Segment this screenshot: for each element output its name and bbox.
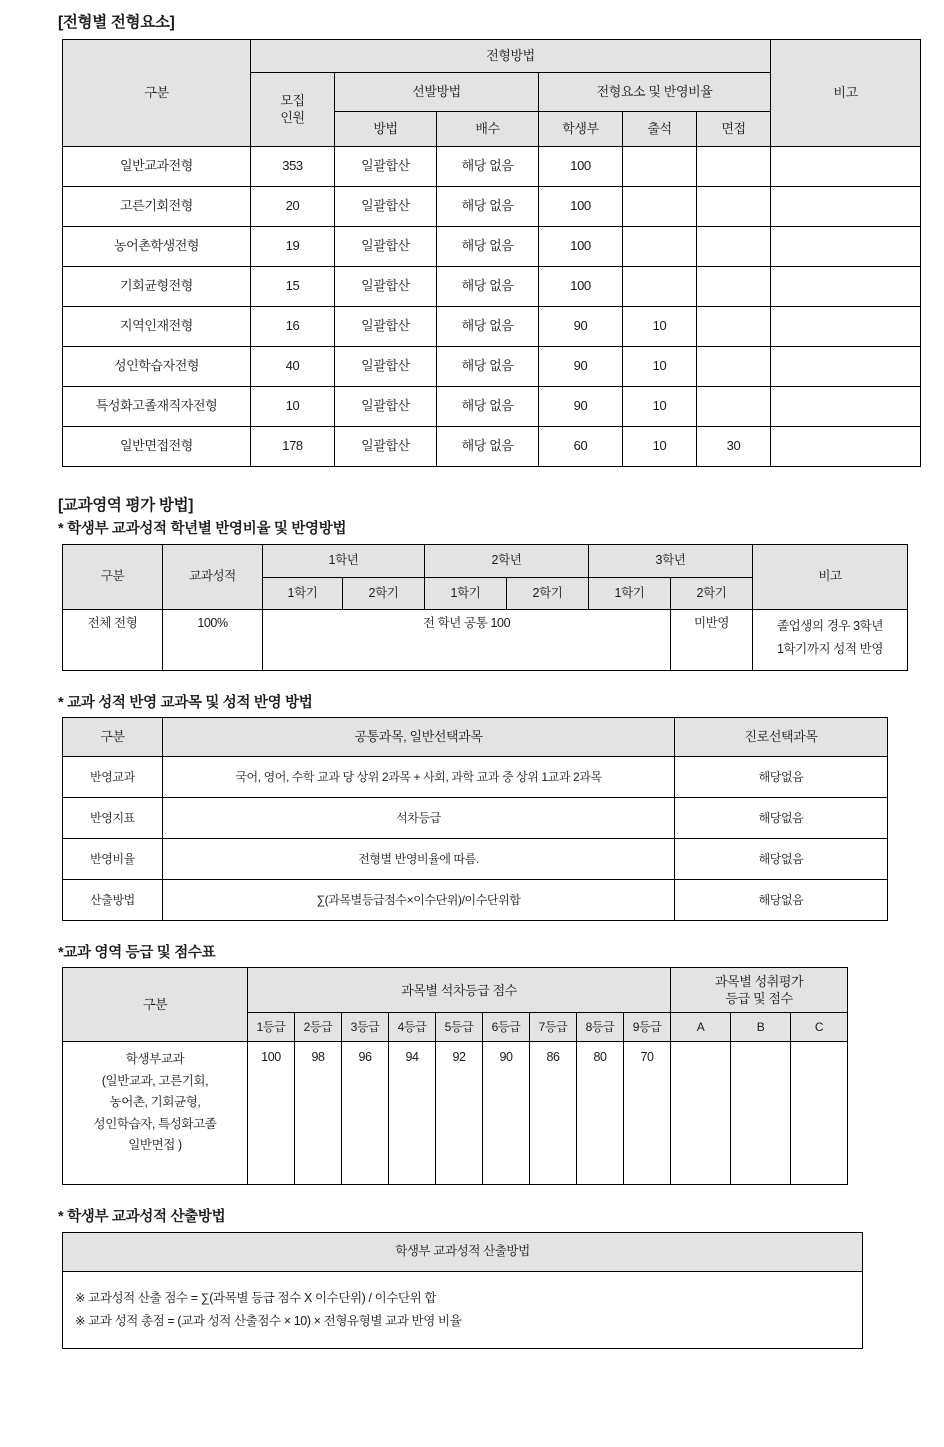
td1-school: 90 <box>539 306 623 346</box>
td1-name: 농어촌학생전형 <box>63 226 251 266</box>
td1-quota: 15 <box>251 266 335 306</box>
td1-interview <box>697 266 771 306</box>
td1-multiple: 해당 없음 <box>437 346 539 386</box>
td1-attend: 10 <box>623 306 697 346</box>
th2-gubun: 구분 <box>63 544 163 609</box>
td2-name: 전체 전형 <box>63 609 163 670</box>
th2-remarks: 비고 <box>753 544 908 609</box>
subsection-title-grade-score-table: *교과 영역 등급 및 점수표 <box>58 944 216 961</box>
table-row <box>63 346 921 386</box>
td1-remark <box>771 386 921 426</box>
th2-sem2-2: 2학기 <box>507 577 589 609</box>
td1-school: 100 <box>539 226 623 266</box>
td1-name: 성인학습자전형 <box>63 346 251 386</box>
td4-label-line: 성인학습자, 특성화고졸 <box>93 1116 217 1131</box>
td1-attend: 10 <box>623 346 697 386</box>
td1-interview <box>697 346 771 386</box>
table-row <box>63 386 921 426</box>
td1-interview: 30 <box>697 426 771 466</box>
td3-career: 해당없음 <box>675 797 888 838</box>
th-gubun: 구분 <box>63 39 251 146</box>
th3-common-subject: 공통과목, 일반선택과목 <box>163 717 675 756</box>
td1-interview <box>697 146 771 186</box>
section-title-subject-evaluation: [교과영역 평가 방법] <box>58 496 194 514</box>
td1-method: 일괄합산 <box>335 306 437 346</box>
td1-attend: 10 <box>623 386 697 426</box>
th4-grade-1: 1등급 <box>248 1013 295 1042</box>
td1-method: 일괄합산 <box>335 266 437 306</box>
th4-grade-3: 3등급 <box>342 1013 389 1042</box>
td1-remark <box>771 186 921 226</box>
td4-achieve-score-1 <box>671 1042 731 1185</box>
td4-score-2: 98 <box>295 1042 342 1185</box>
table-row <box>63 797 888 838</box>
section-title-admission-elements: [전형별 전형요소] <box>58 14 175 31</box>
table-row <box>63 186 921 226</box>
td4-achieve-score-3 <box>791 1042 848 1185</box>
td3-common: 석차등급 <box>163 797 675 838</box>
subsection-title-subject-reflection: * 교과 성적 반영 교과목 및 성적 반영 방법 <box>58 694 313 711</box>
td4-label <box>63 1042 248 1185</box>
td1-multiple: 해당 없음 <box>437 186 539 226</box>
table-row <box>63 426 921 466</box>
th4-grade-7: 7등급 <box>530 1013 577 1042</box>
th4-gubun: 구분 <box>63 968 248 1042</box>
td4-label-line: 학생부교과 <box>125 1052 185 1067</box>
td1-method: 일괄합산 <box>335 226 437 266</box>
td1-school: 100 <box>539 186 623 226</box>
td1-name: 일반면접전형 <box>63 426 251 466</box>
td1-interview <box>697 306 771 346</box>
td4-label-line: (일반교과, 고른기회, <box>101 1073 209 1088</box>
th-method-group: 전형방법 <box>251 39 771 72</box>
td4-score-7: 86 <box>530 1042 577 1185</box>
td3-label: 반영지표 <box>63 797 163 838</box>
th2-grade3: 3학년 <box>589 544 753 577</box>
td1-method: 일괄합산 <box>335 346 437 386</box>
td3-common: 전형별 반영비율에 따름. <box>163 838 675 879</box>
table-row <box>63 838 888 879</box>
td1-quota: 40 <box>251 346 335 386</box>
table2-header <box>63 544 908 609</box>
th5-title: 학생부 교과성적 산출방법 <box>63 1232 863 1271</box>
td4-score-1: 100 <box>248 1042 295 1185</box>
th2-sem1-2: 2학기 <box>343 577 425 609</box>
th4-grade-4: 4등급 <box>389 1013 436 1042</box>
table2-row <box>63 609 908 670</box>
th2-grade2: 2학년 <box>425 544 589 577</box>
th4-grade-5: 5등급 <box>436 1013 483 1042</box>
td4-score-3: 96 <box>342 1042 389 1185</box>
td3-common: ∑(과목별등급점수×이수단위)/이수단위합 <box>163 879 675 920</box>
table3-header <box>63 717 888 756</box>
td1-multiple: 해당 없음 <box>437 306 539 346</box>
td2-note: 졸업생의 경우 3학년 1학기까지 성적 반영 <box>753 609 908 670</box>
td1-school: 100 <box>539 146 623 186</box>
td3-label: 산출방법 <box>63 879 163 920</box>
subsection-title-calculation-method: * 학생부 교과성적 산출방법 <box>58 1209 226 1226</box>
td3-label: 반영비율 <box>63 838 163 879</box>
td1-remark <box>771 146 921 186</box>
td1-multiple: 해당 없음 <box>437 146 539 186</box>
td1-method: 일괄합산 <box>335 186 437 226</box>
th4-grade-8: 8등급 <box>577 1013 624 1042</box>
table-row <box>63 266 921 306</box>
th-remarks: 비고 <box>771 39 921 146</box>
td1-remark <box>771 266 921 306</box>
th4-grade-6: 6등급 <box>483 1013 530 1042</box>
td1-name: 지역인재전형 <box>63 306 251 346</box>
th4-achieve-b: B <box>731 1013 791 1042</box>
td5-formula-line: ※ 교과 성적 총점 = (교과 성적 산출점수 × 10) × 전형유형별 교과 반영 비율 <box>75 1313 462 1328</box>
table-calculation-method <box>62 1232 863 1349</box>
th3-career-subject: 진로선택과목 <box>675 717 888 756</box>
td4-label-line: 일반면접 ) <box>128 1138 182 1153</box>
th-interview: 면접 <box>697 111 771 146</box>
table4-header <box>63 968 848 1042</box>
subsection-title-grade-ratio: * 학생부 교과성적 학년별 반영비율 및 반영방법 <box>58 521 347 538</box>
td1-interview <box>697 186 771 226</box>
td5-formula-line: ※ 교과성적 산출 점수 = ∑(과목별 등급 점수 X 이수단위) / 이수단위 합 <box>75 1290 437 1305</box>
td3-career: 해당없음 <box>675 756 888 797</box>
td1-multiple: 해당 없음 <box>437 266 539 306</box>
td1-name: 고른기회전형 <box>63 186 251 226</box>
td2-record: 100% <box>163 609 263 670</box>
table1-body <box>63 146 921 466</box>
td1-interview <box>697 386 771 426</box>
table5-header <box>63 1232 863 1271</box>
td2-not-applied: 미반영 <box>671 609 753 670</box>
td4-achieve-score-2 <box>731 1042 791 1185</box>
th4-achieve-group: 과목별 성취평가 등급 및 점수 <box>671 968 848 1013</box>
td1-multiple: 해당 없음 <box>437 426 539 466</box>
td4-score-8: 80 <box>577 1042 624 1185</box>
th3-gubun: 구분 <box>63 717 163 756</box>
td1-name: 특성화고졸재직자전형 <box>63 386 251 426</box>
td2-common: 전 학년 공통 100 <box>263 609 671 670</box>
td4-score-4: 94 <box>389 1042 436 1185</box>
td1-quota: 20 <box>251 186 335 226</box>
th-factor-group: 전형요소 및 반영비율 <box>539 72 771 111</box>
table-row <box>63 756 888 797</box>
th-multiple: 배수 <box>437 111 539 146</box>
td1-quota: 16 <box>251 306 335 346</box>
td1-method: 일괄합산 <box>335 426 437 466</box>
th2-sem3-2: 2학기 <box>671 577 753 609</box>
td1-attend <box>623 226 697 266</box>
th-school-record: 학생부 <box>539 111 623 146</box>
td1-attend <box>623 146 697 186</box>
td3-label: 반영교과 <box>63 756 163 797</box>
td1-attend: 10 <box>623 426 697 466</box>
td1-quota: 178 <box>251 426 335 466</box>
table-admission-elements <box>62 39 921 467</box>
th-attendance: 출석 <box>623 111 697 146</box>
td4-score-5: 92 <box>436 1042 483 1185</box>
td4-score-9: 70 <box>624 1042 671 1185</box>
td1-remark <box>771 306 921 346</box>
td1-name: 일반교과전형 <box>63 146 251 186</box>
td1-remark <box>771 346 921 386</box>
td1-school: 90 <box>539 386 623 426</box>
th2-grade1: 1학년 <box>263 544 425 577</box>
td1-quota: 19 <box>251 226 335 266</box>
td1-attend <box>623 186 697 226</box>
table-row <box>63 306 921 346</box>
table-subject-reflection-method <box>62 717 888 921</box>
td3-career: 해당없음 <box>675 838 888 879</box>
th2-sem2-1: 1학기 <box>425 577 507 609</box>
td1-quota: 353 <box>251 146 335 186</box>
td3-career: 해당없음 <box>675 879 888 920</box>
th-quota: 모집 인원 <box>251 72 335 146</box>
td1-name: 기회균형전형 <box>63 266 251 306</box>
table-row <box>63 879 888 920</box>
th4-achieve-a: A <box>671 1013 731 1042</box>
td3-common: 국어, 영어, 수학 교과 당 상위 2과목 + 사회, 과학 교과 중 상위 1교과 2과목 <box>163 756 675 797</box>
td4-score-6: 90 <box>483 1042 530 1185</box>
th4-grade-2: 2등급 <box>295 1013 342 1042</box>
td1-quota: 10 <box>251 386 335 426</box>
table-row <box>63 146 921 186</box>
td5-formula-lines <box>63 1271 863 1348</box>
th4-grade-9: 9등급 <box>624 1013 671 1042</box>
td1-school: 60 <box>539 426 623 466</box>
td1-interview <box>697 226 771 266</box>
td1-remark <box>771 426 921 466</box>
td1-method: 일괄합산 <box>335 146 437 186</box>
th4-achieve-c: C <box>791 1013 848 1042</box>
td1-remark <box>771 226 921 266</box>
th-select-group: 선발방법 <box>335 72 539 111</box>
table-grade-score <box>62 967 848 1185</box>
th4-rank-group: 과목별 석차등급 점수 <box>248 968 671 1013</box>
td1-school: 100 <box>539 266 623 306</box>
th2-record: 교과성적 <box>163 544 263 609</box>
th-method: 방법 <box>335 111 437 146</box>
table-row <box>63 226 921 266</box>
td1-method: 일괄합산 <box>335 386 437 426</box>
th2-sem3-1: 1학기 <box>589 577 671 609</box>
table1-header <box>63 39 921 146</box>
table4-row <box>63 1042 848 1185</box>
td1-multiple: 해당 없음 <box>437 386 539 426</box>
td1-multiple: 해당 없음 <box>437 226 539 266</box>
td1-attend <box>623 266 697 306</box>
td4-label-line: 농어촌, 기회균형, <box>109 1095 201 1110</box>
table-grade-reflection-ratio <box>62 544 908 671</box>
td1-school: 90 <box>539 346 623 386</box>
th2-sem1-1: 1학기 <box>263 577 343 609</box>
table3-body <box>63 756 888 920</box>
